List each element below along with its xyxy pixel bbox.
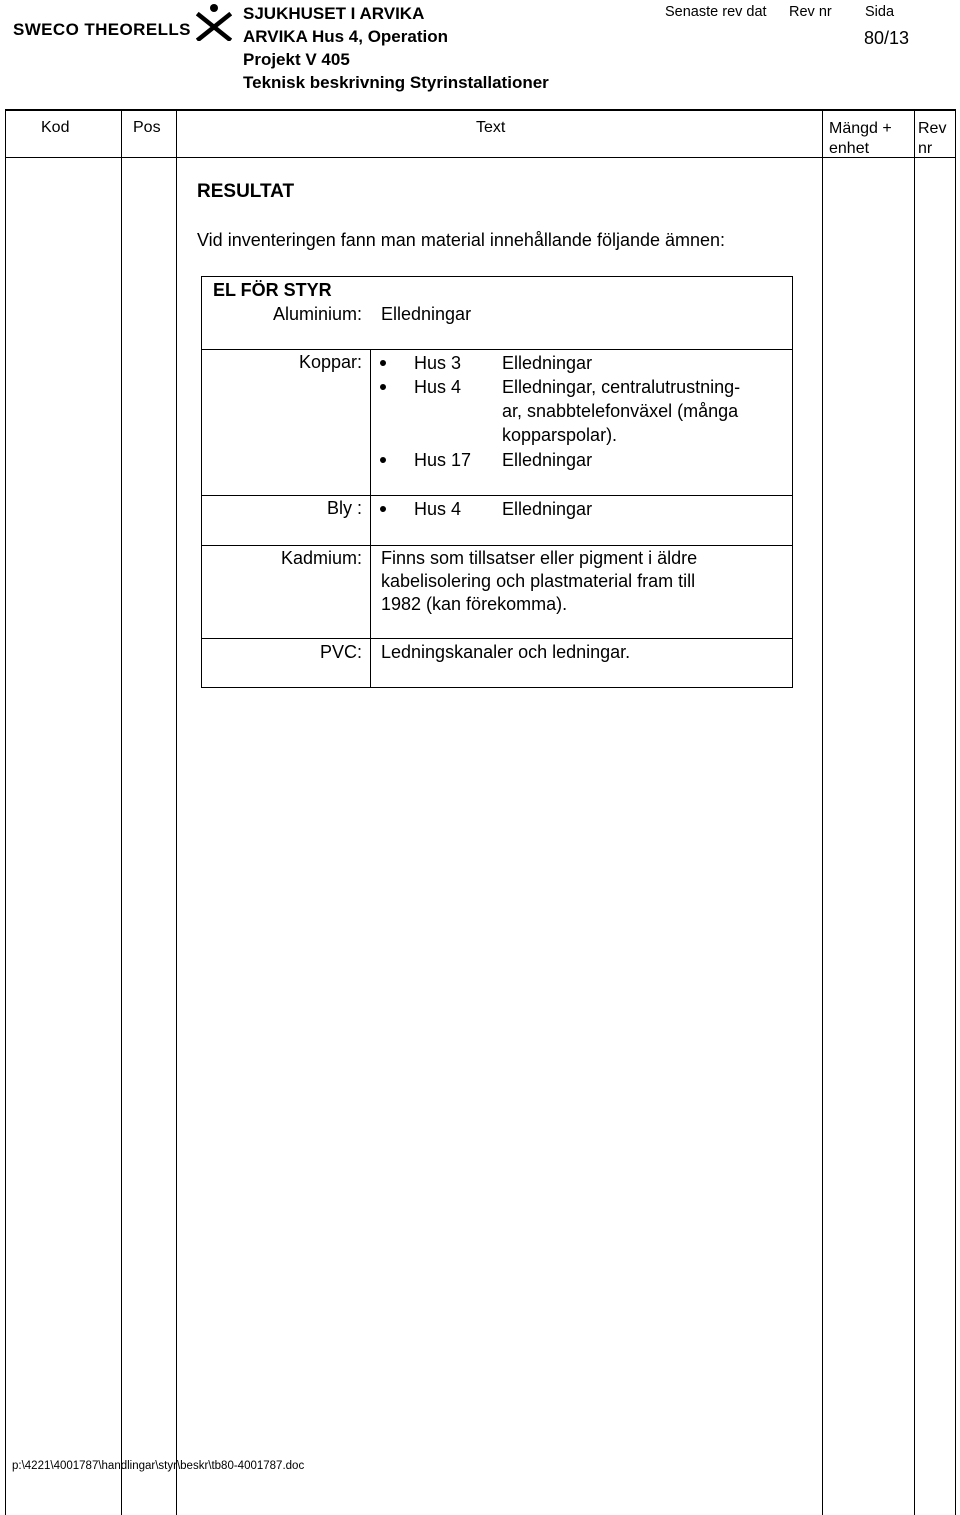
kadmium-value: kabelisolering och plastmaterial fram till [381,571,696,591]
bullet-icon [380,360,386,366]
inventory-table [201,276,793,688]
column-divider-mangd [914,110,915,1515]
koppar-value: ar, snabbtelefonväxel (många [502,401,739,421]
intro-paragraph: Vid inventeringen fann man material innehållande följande ämnen: [197,230,726,250]
koppar-label: Koppar: [298,352,362,372]
column-header-rule [5,157,956,158]
bly-label: Bly : [326,498,362,518]
koppar-value: Elledningar [502,450,593,470]
column-divider-kod [121,110,122,1515]
inventory-title: EL FÖR STYR [213,280,332,300]
column-divider-text [822,110,823,1515]
kadmium-value: 1982 (kan förekomma). [381,594,568,614]
hospital-title: SJUKHUSET I ARVIKA [243,4,425,23]
bullet-icon [380,384,386,390]
kadmium-label: Kadmium: [280,548,362,568]
column-header-kod: Kod [41,119,70,136]
column-header-text: Text [476,119,506,136]
kadmium-value: Finns som tillsatser eller pigment i äldre [381,548,698,568]
header-rule [5,109,956,111]
koppar-value: kopparspolar). [502,425,618,445]
building-title: ARVIKA Hus 4, Operation [243,27,448,46]
document-title: Teknisk beskrivning Styrinstallationer [243,73,549,92]
page-number: 80/13 [864,28,910,48]
aluminium-value: Elledningar [381,304,472,324]
revision-number-label: Rev nr [789,4,832,20]
koppar-value: Elledningar [502,353,593,373]
company-logo: SWECO THEORELLS [13,20,191,39]
column-divider-pos [176,110,177,1515]
bullet-icon [380,457,386,463]
pvc-value: Ledningskanaler och ledningar. [381,642,631,662]
column-divider-left [5,110,6,1515]
column-divider-right [955,110,956,1515]
bly-value: Elledningar [502,499,593,519]
koppar-building: Hus 3 [414,353,462,373]
koppar-value: Elledningar, centralutrustning- [502,377,741,397]
page-label: Sida [865,4,895,20]
revision-date-label: Senaste rev dat [665,4,767,20]
aluminium-label: Aluminium: [272,304,362,324]
koppar-building: Hus 4 [414,377,462,397]
file-path: p:\4221\4001787\handlingar\styr\beskr\tb80-4001787.doc [12,1460,305,1472]
inventory-divider-vertical [370,349,371,687]
column-header-pos: Pos [133,119,161,136]
column-header-mangd: Mängd + enhet [829,120,892,157]
inventory-row-rule [202,638,792,639]
bullet-icon [380,506,386,512]
pvc-label: PVC: [319,642,362,662]
project-number: Projekt V 405 [243,50,350,69]
koppar-building: Hus 17 [414,450,472,470]
section-title: RESULTAT [197,181,295,202]
bly-building: Hus 4 [414,499,462,519]
sweco-logo-icon [196,3,232,41]
column-header-rev: Rev nr [918,120,947,157]
